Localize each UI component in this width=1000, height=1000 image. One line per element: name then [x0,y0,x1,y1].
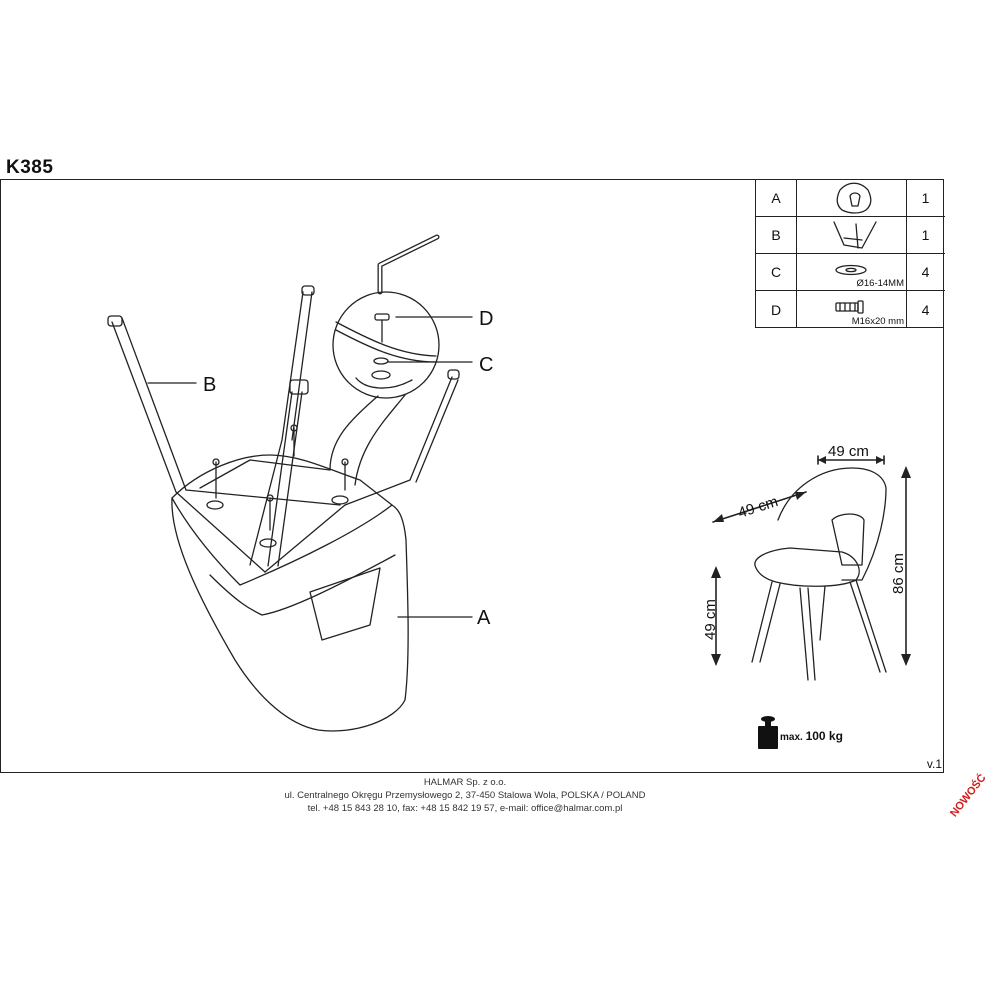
part-qty: 1 [921,189,930,206]
part-id: A [756,179,797,216]
hex-key-drawing [380,237,437,292]
footer-address: ul. Centralnego Okręgu Przemysłowego 2, 37-450 Stalowa Wola, POLSKA / POLAND [284,790,646,801]
max-load [780,729,843,743]
callout-b: B [203,374,217,396]
detail-magnifier [330,292,439,485]
dim-seat-height: 49 cm [702,599,719,640]
part-image [796,217,907,253]
part-image [796,254,907,290]
part-image [796,179,907,216]
new-stamp: NOWOŚĆ [948,772,989,820]
parts-row-d [756,290,945,328]
dim-height: 86 cm [890,553,907,594]
parts-table [755,179,944,328]
footer-company: HALMAR Sp. z o.o. [423,777,507,788]
parts-row-b [756,216,945,253]
parts-row-c [756,253,945,290]
parts-row-a [756,179,945,216]
part-spec: Ø16-14MM [856,278,904,289]
footer-contact: tel. +48 15 843 28 10, fax: +48 15 842 19 57, e-mail: office@halmar.com.pl [307,803,623,814]
dim-depth: 49 cm [735,493,781,522]
callout-a: A [477,607,491,629]
part-id: D [756,291,797,328]
version-label: v.1 [926,757,942,771]
callout-d: D [479,308,494,330]
legs-frame-drawing [108,286,459,572]
part-spec: M16x20 mm [851,316,904,327]
callout-c: C [479,354,494,376]
max-load-value: 100 kg [805,729,843,743]
part-image [796,291,907,328]
part-id: C [756,254,797,290]
part-qty: 4 [921,264,930,280]
seat-drawing [172,455,408,731]
dim-width: 49 cm [828,443,869,460]
footer [0,776,930,815]
part-qty: 1 [921,227,930,243]
part-id: B [756,217,797,253]
product-code: K385 [6,157,54,178]
max-load-label: max. [780,732,803,743]
part-qty: 4 [921,301,930,318]
weight-icon [758,716,778,749]
